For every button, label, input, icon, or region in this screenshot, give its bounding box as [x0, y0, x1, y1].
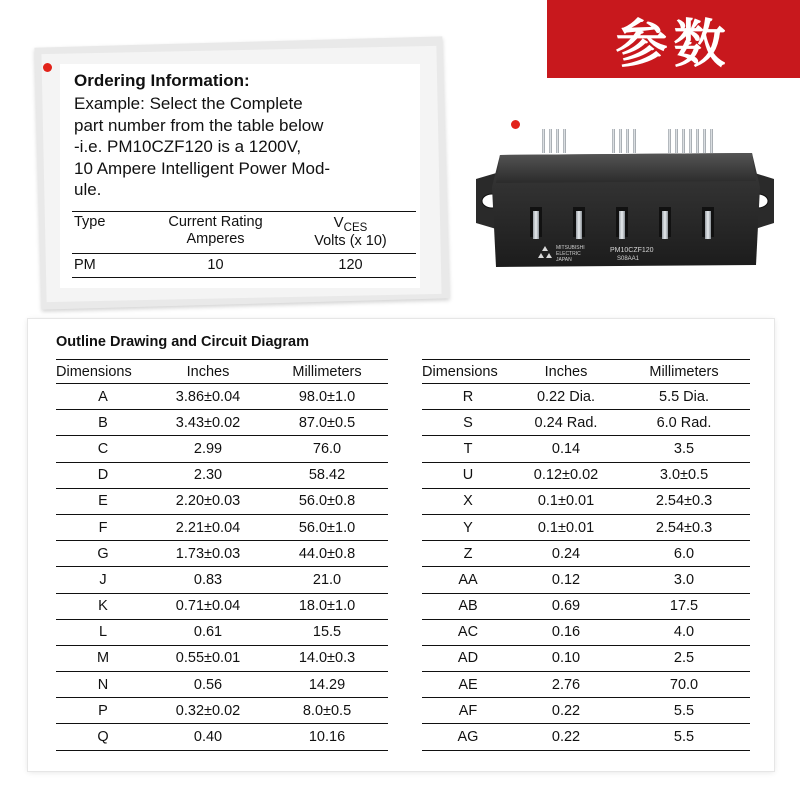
dimensions-table-header	[56, 360, 388, 384]
dimensions-header: Dimensions	[422, 360, 514, 384]
dimension-cell: P	[56, 698, 150, 724]
inches-cell: 2.99	[150, 436, 266, 462]
table-row	[56, 410, 388, 436]
inches-header: Inches	[514, 360, 618, 384]
module-label-line3: JAPAN	[556, 257, 572, 263]
dimensions-table-left	[56, 359, 388, 751]
millimeters-cell: 4.0	[618, 619, 750, 645]
module-label-line2: ELECTRIC	[556, 251, 581, 257]
inches-cell: 0.12	[514, 567, 618, 593]
dimension-cell: J	[56, 567, 150, 593]
table-row	[56, 462, 388, 488]
inches-cell: 0.10	[514, 645, 618, 671]
millimeters-cell: 8.0±0.5	[266, 698, 388, 724]
table-row	[56, 488, 388, 514]
dimension-cell: C	[56, 436, 150, 462]
type-header: Type	[72, 212, 146, 254]
inches-cell: 0.1±0.01	[514, 514, 618, 540]
inches-cell: 2.76	[514, 672, 618, 698]
ordering-table-row	[72, 254, 416, 278]
inches-header: Inches	[150, 360, 266, 384]
table-row	[56, 645, 388, 671]
table-row	[56, 541, 388, 567]
inches-cell: 0.24 Rad.	[514, 410, 618, 436]
table-row	[422, 410, 750, 436]
dimensions-table-header	[422, 360, 750, 384]
dimension-cell: AD	[422, 645, 514, 671]
table-row	[56, 619, 388, 645]
inches-cell: 2.21±0.04	[150, 514, 266, 540]
millimeters-cell: 17.5	[618, 593, 750, 619]
inches-cell: 3.43±0.02	[150, 410, 266, 436]
table-row	[422, 645, 750, 671]
table-row	[422, 724, 750, 750]
millimeters-cell: 58.42	[266, 462, 388, 488]
millimeters-cell: 3.0	[618, 567, 750, 593]
millimeters-cell: 21.0	[266, 567, 388, 593]
table-row	[422, 541, 750, 567]
table-row	[422, 514, 750, 540]
inches-cell: 0.14	[514, 436, 618, 462]
vces-cell: 120	[285, 254, 416, 278]
type-cell: PM	[72, 254, 146, 278]
dimension-cell: A	[56, 384, 150, 410]
inches-cell: 0.32±0.02	[150, 698, 266, 724]
inches-cell: 0.61	[150, 619, 266, 645]
inches-cell: 0.71±0.04	[150, 593, 266, 619]
table-row	[56, 672, 388, 698]
inches-cell: 0.1±0.01	[514, 488, 618, 514]
dimension-cell: N	[56, 672, 150, 698]
inches-cell: 1.73±0.03	[150, 541, 266, 567]
inches-cell: 0.22	[514, 724, 618, 750]
dimension-cell: AE	[422, 672, 514, 698]
table-row	[422, 384, 750, 410]
red-dot-icon	[43, 63, 52, 72]
millimeters-cell: 14.0±0.3	[266, 645, 388, 671]
ordering-table-header	[72, 212, 416, 254]
dimension-cell: Y	[422, 514, 514, 540]
millimeters-cell: 5.5 Dia.	[618, 384, 750, 410]
table-row	[56, 384, 388, 410]
vces-header: $V_{CES}$ Volts (x 10)	[285, 212, 416, 254]
millimeters-cell: 14.29	[266, 672, 388, 698]
inches-cell: 0.22	[514, 698, 618, 724]
inches-cell: 2.30	[150, 462, 266, 488]
inches-cell: 0.56	[150, 672, 266, 698]
table-row	[56, 724, 388, 750]
millimeters-cell: 2.54±0.3	[618, 488, 750, 514]
dimension-cell: R	[422, 384, 514, 410]
dimension-cell: B	[56, 410, 150, 436]
dimension-cell: L	[56, 619, 150, 645]
millimeters-cell: 3.0±0.5	[618, 462, 750, 488]
dimension-cell: K	[56, 593, 150, 619]
dimension-cell: E	[56, 488, 150, 514]
millimeters-cell: 56.0±0.8	[266, 488, 388, 514]
dimension-cell: AG	[422, 724, 514, 750]
inches-cell: 0.16	[514, 619, 618, 645]
table-row	[422, 462, 750, 488]
millimeters-cell: 76.0	[266, 436, 388, 462]
millimeters-cell: 5.5	[618, 724, 750, 750]
inches-cell: 0.24	[514, 541, 618, 567]
millimeters-cell: 3.5	[618, 436, 750, 462]
millimeters-cell: 5.5	[618, 698, 750, 724]
inches-cell: 0.22 Dia.	[514, 384, 618, 410]
dimension-cell: AC	[422, 619, 514, 645]
title-banner	[547, 0, 800, 78]
dimension-cell: T	[422, 436, 514, 462]
dimension-cell: AF	[422, 698, 514, 724]
millimeters-cell: 15.5	[266, 619, 388, 645]
dimension-cell: U	[422, 462, 514, 488]
inches-cell: 2.20±0.03	[150, 488, 266, 514]
millimeters-cell: 10.16	[266, 724, 388, 750]
dimension-cell: M	[56, 645, 150, 671]
millimeters-cell: 87.0±0.5	[266, 410, 388, 436]
table-row	[56, 567, 388, 593]
table-row	[422, 436, 750, 462]
table-row	[56, 436, 388, 462]
table-row	[422, 698, 750, 724]
inches-cell: 0.55±0.01	[150, 645, 266, 671]
inches-cell: 0.40	[150, 724, 266, 750]
current-cell: 10	[146, 254, 285, 278]
module-label-line1: MITSUBISHI	[556, 245, 585, 251]
millimeters-cell: 44.0±0.8	[266, 541, 388, 567]
banner-title: 参数	[615, 14, 732, 75]
millimeters-header: Millimeters	[618, 360, 750, 384]
power-module-photo	[470, 125, 780, 275]
millimeters-cell: 2.5	[618, 645, 750, 671]
inches-cell: 3.86±0.04	[150, 384, 266, 410]
ordering-title: Ordering Information:	[74, 71, 250, 90]
ordering-description: Example: Select the Complete part number from the table below -i.e. PM10CZF120 is a 1200V, 10 Ampere Intelligent Power Mod- ule.	[74, 94, 331, 199]
module-lot-code: S08AA1	[617, 256, 640, 262]
inches-cell: 0.12±0.02	[514, 462, 618, 488]
millimeters-cell: 6.0	[618, 541, 750, 567]
table-row	[56, 514, 388, 540]
dimension-cell: D	[56, 462, 150, 488]
millimeters-cell: 18.0±1.0	[266, 593, 388, 619]
dimension-cell: X	[422, 488, 514, 514]
dimension-cell: G	[56, 541, 150, 567]
table-row	[422, 488, 750, 514]
millimeters-cell: 2.54±0.3	[618, 514, 750, 540]
millimeters-cell: 70.0	[618, 672, 750, 698]
dimension-cell: AA	[422, 567, 514, 593]
millimeters-cell: 6.0 Rad.	[618, 410, 750, 436]
inches-cell: 0.83	[150, 567, 266, 593]
dimension-cell: S	[422, 410, 514, 436]
outline-title: Outline Drawing and Circuit Diagram	[56, 334, 309, 350]
dimensions-table-right	[422, 359, 750, 751]
table-row	[422, 619, 750, 645]
dimension-cell: Q	[56, 724, 150, 750]
current-rating-header: Current Rating Amperes	[146, 212, 285, 254]
table-row	[56, 698, 388, 724]
table-row	[422, 672, 750, 698]
module-part-number: PM10CZF120	[610, 247, 654, 254]
dimension-cell: AB	[422, 593, 514, 619]
millimeters-cell: 56.0±1.0	[266, 514, 388, 540]
table-row	[422, 567, 750, 593]
dimension-cell: F	[56, 514, 150, 540]
inches-cell: 0.69	[514, 593, 618, 619]
ordering-table	[72, 211, 416, 278]
dimension-cell: Z	[422, 541, 514, 567]
millimeters-cell: 98.0±1.0	[266, 384, 388, 410]
millimeters-header: Millimeters	[266, 360, 388, 384]
dimensions-header: Dimensions	[56, 360, 150, 384]
table-row	[422, 593, 750, 619]
table-row	[56, 593, 388, 619]
